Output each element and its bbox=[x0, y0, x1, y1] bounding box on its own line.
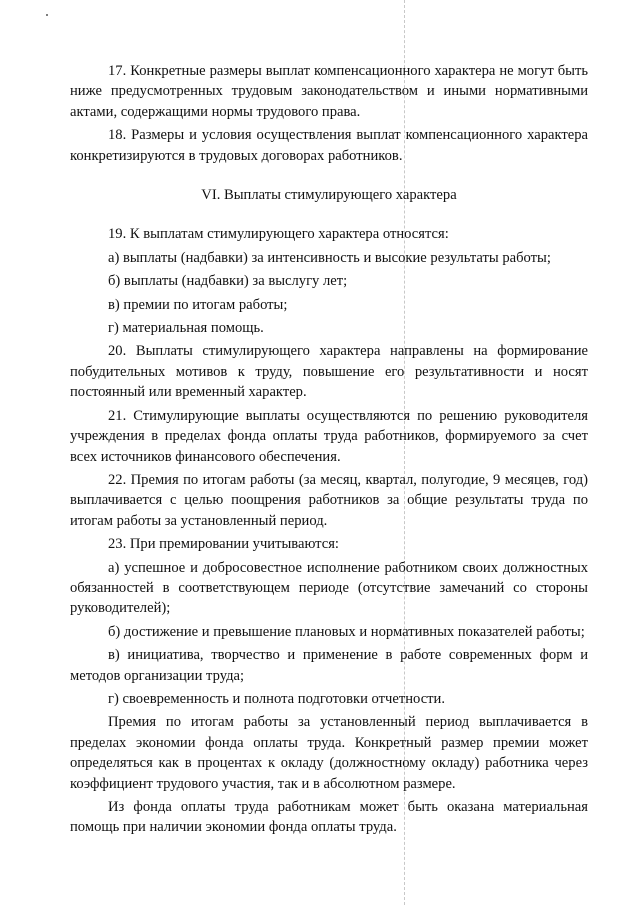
paragraph-21: 21. Стимулирующие выплаты осуществляются по решению руководителя учреждения в пределах фонда оплаты труда работников, формируемого за счет всех источников финансового обеспечения. bbox=[70, 407, 588, 465]
list-item: г) своевременность и полнота подготовки отчетности. bbox=[108, 690, 446, 707]
paragraph-17: 17. Конкретные размеры выплат компенсационного характера не могут быть ниже предусмотренных трудовым законодательством и иными нормативными актами, содержащими нормы трудового права. bbox=[70, 63, 588, 120]
paragraph-material-aid: Из фонда оплаты труда работникам может быть оказана материальная помощь при наличии экономии фонда оплаты труда. bbox=[70, 799, 588, 836]
list-item: а) выплаты (надбавки) за интенсивность и высокие результаты работы; bbox=[108, 249, 551, 266]
list-item: г) материальная помощь. bbox=[108, 320, 264, 337]
scan-speck bbox=[46, 14, 48, 16]
paragraph-23: 23. При премировании учитываются: bbox=[108, 536, 339, 553]
paragraph-18: 18. Размеры и условия осуществления выплат компенсационного характера конкретизируются в трудовых договорах работников. bbox=[70, 127, 588, 164]
paragraph-19: 19. К выплатам стимулирующего характера относятся: bbox=[108, 226, 449, 243]
paragraph-20: 20. Выплаты стимулирующего характера направлены на формирование побудительных мотивов к труду, повышение его результативности и носят постоянный или временный характер. bbox=[70, 343, 588, 401]
section-heading: VI. Выплаты стимулирующего характера bbox=[201, 187, 457, 204]
list-item: а) успешное и добросовестное исполнение работником своих должностных обязанностей в соответствующем периоде (отсутствие замечаний со стороны руководителей); bbox=[70, 559, 588, 617]
list-item: б) выплаты (надбавки) за выслугу лет; bbox=[108, 273, 348, 290]
list-item: в) инициатива, творчество и применение в работе современных форм и методов организации труда; bbox=[70, 647, 588, 684]
list-item: в) премии по итогам работы; bbox=[108, 296, 288, 313]
list-item: б) достижение и превышение плановых и нормативных показателей работы; bbox=[108, 623, 585, 640]
paragraph-bonus: Премия по итогам работы за установленный период выплачивается в пределах экономии фонда оплаты труда. Конкретный размер премии может определяться как в процентах к окладу (должностному окладу) работника через коэффициент трудового участия, так и в абсолютном размере. bbox=[70, 714, 588, 792]
paragraph-22: 22. Премия по итогам работы (за месяц, квартал, полугодие, 9 месяцев, год) выплачивается с целью поощрения работников за общие результаты труда по итогам работы за установленный период. bbox=[70, 471, 588, 529]
document-body bbox=[70, 61, 588, 838]
